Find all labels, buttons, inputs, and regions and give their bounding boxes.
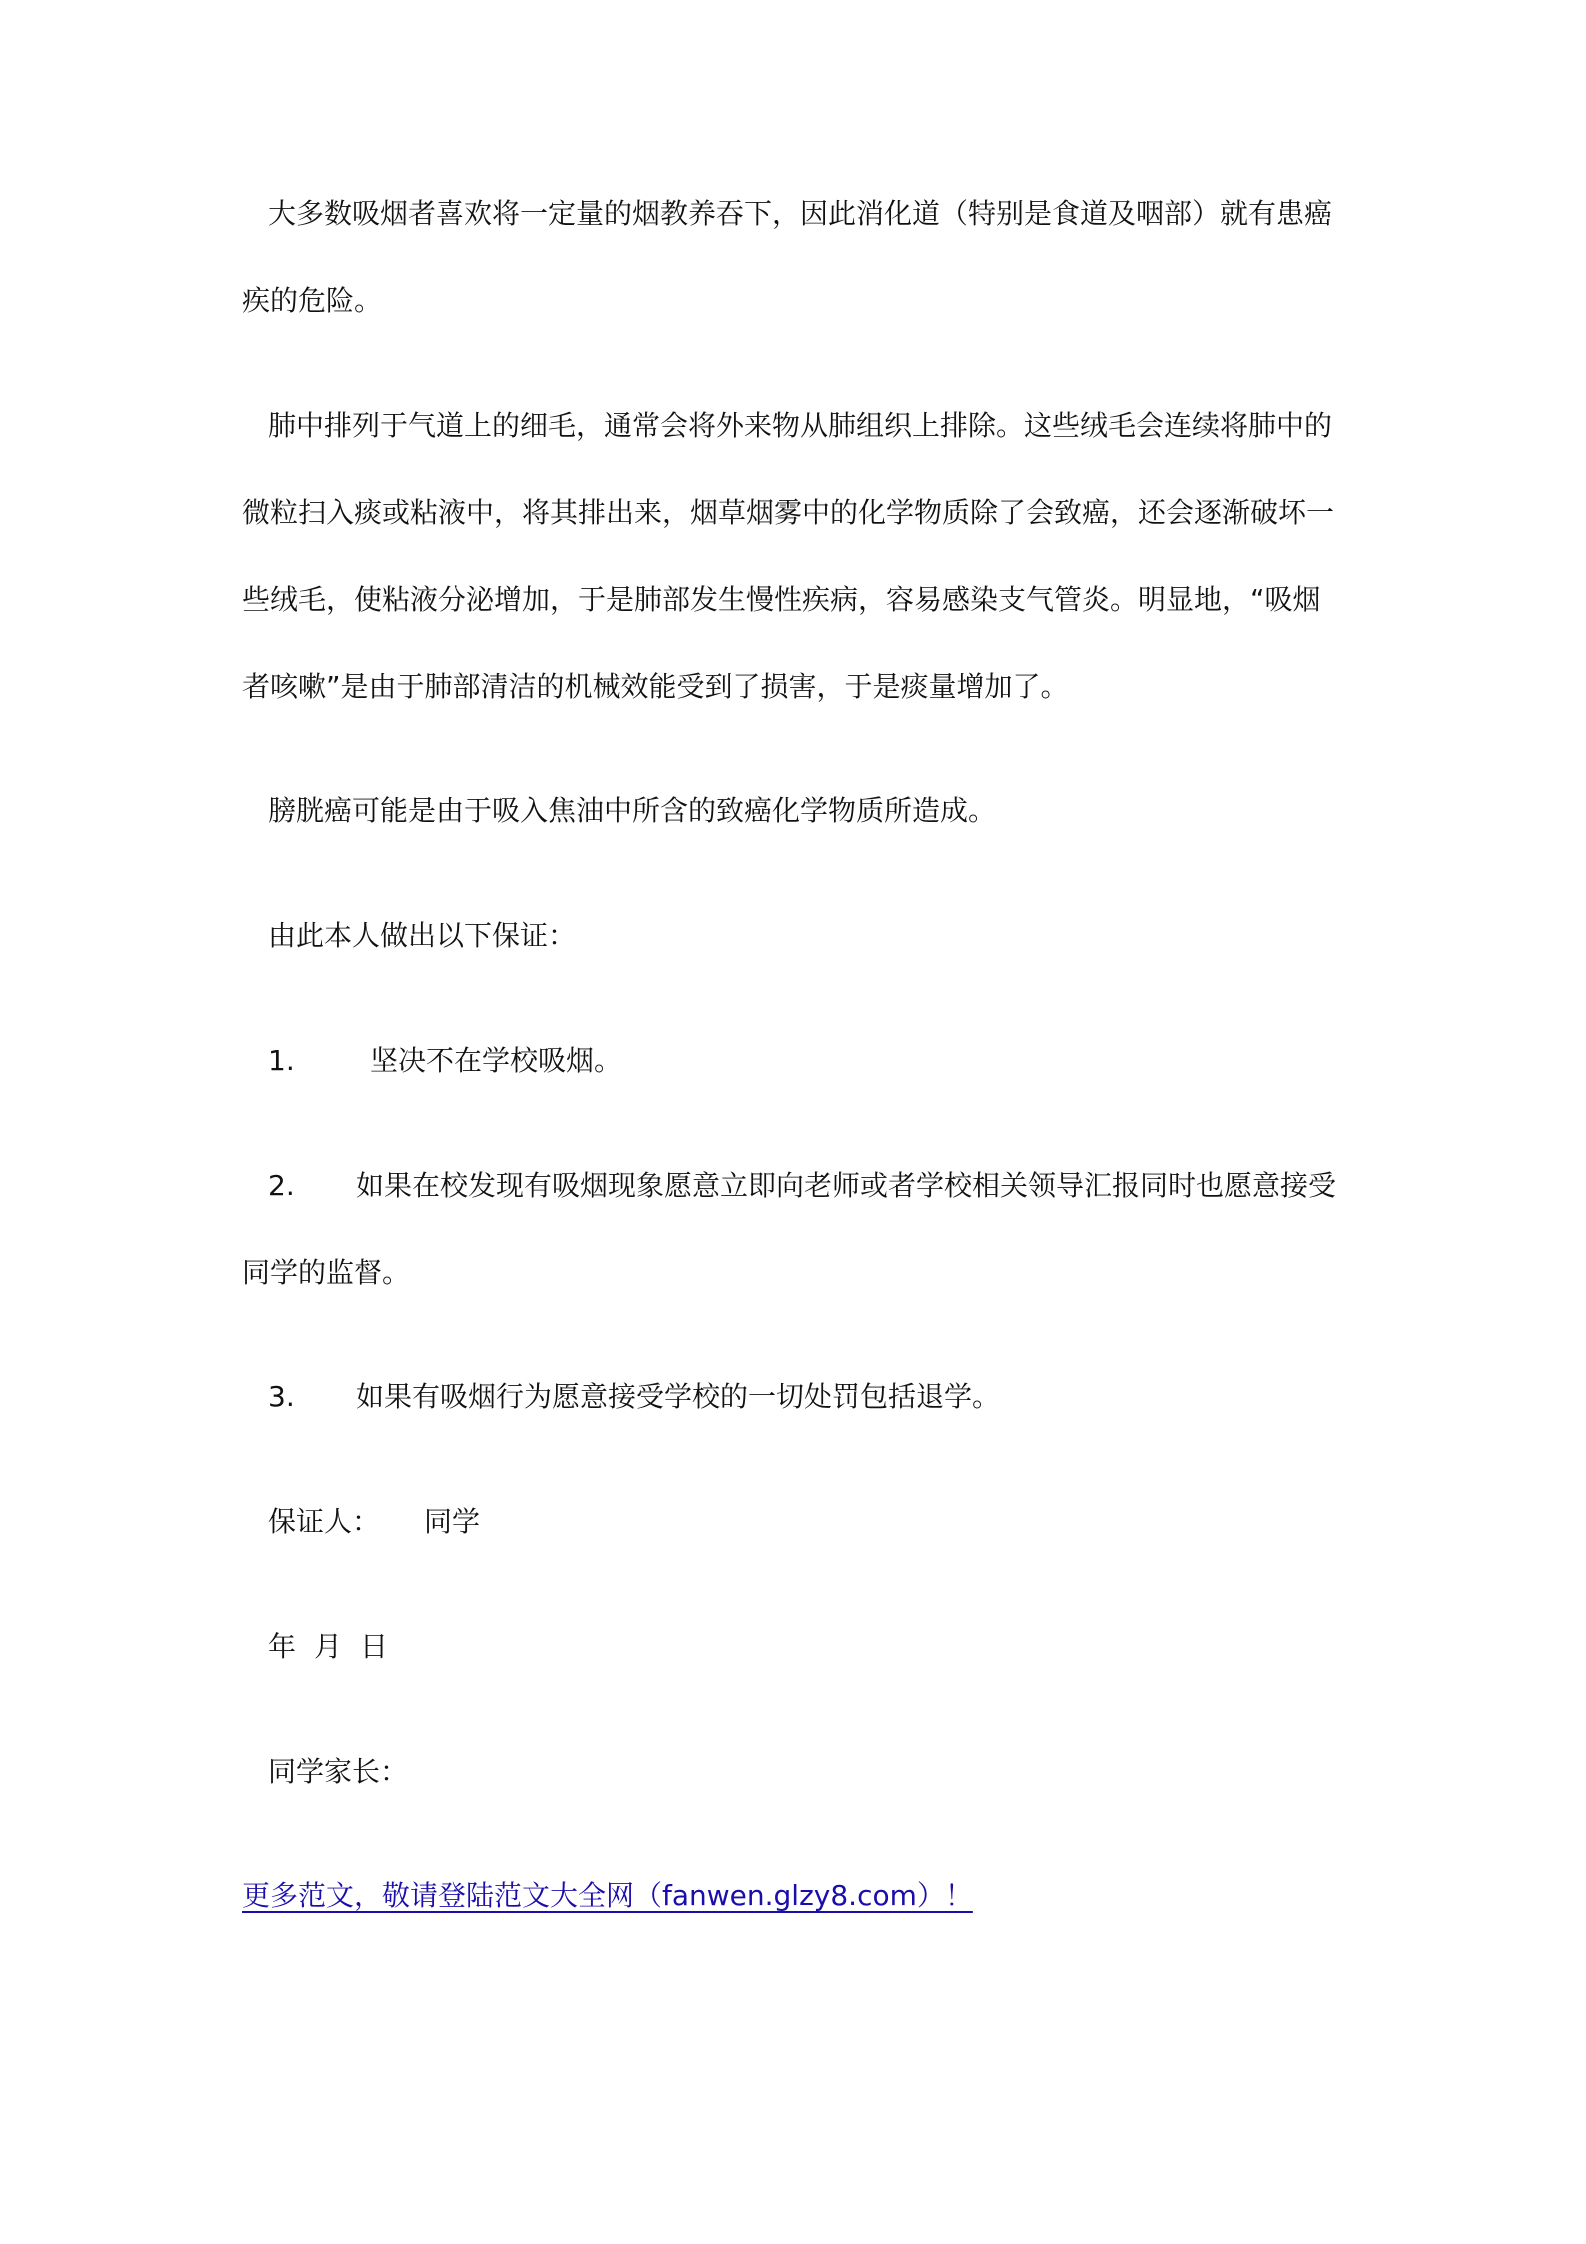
list-item-3-text: 如果有吸烟行为愿意接受学校的一切处罚包括退学。	[356, 1380, 1001, 1413]
list-item-2-number: 2.	[268, 1169, 295, 1202]
footer-link[interactable]: 更多范文，敬请登陆范文大全网（fanwen.glzy8.com）！	[242, 1879, 973, 1912]
paragraph-1-line-2: 疾的危险。	[242, 284, 383, 317]
list-item-3	[268, 1377, 1000, 1417]
paragraph-2-line-4: 者咳嗽”是由于肺部清洁的机械效能受到了损害，于是痰量增加了。	[242, 670, 1069, 703]
paragraph-4: 由此本人做出以下保证：	[268, 919, 577, 952]
list-item-1-number: 1.	[268, 1044, 295, 1077]
date-month: 月	[314, 1630, 343, 1663]
list-item-2	[268, 1166, 1336, 1206]
list-item-2-continuation: 同学的监督。	[242, 1256, 411, 1289]
list-item-1-text: 坚决不在学校吸烟。	[370, 1044, 623, 1077]
paragraph-2-line-1: 肺中排列于气道上的细毛，通常会将外来物从肺组织上排除。这些绒毛会连续将肺中的	[268, 409, 1333, 442]
list-item-3-number: 3.	[268, 1380, 295, 1413]
paragraph-1-line-1: 大多数吸烟者喜欢将一定量的烟教养吞下，因此消化道（特别是食道及咽部）就有患癌	[268, 197, 1333, 230]
date-line	[268, 1627, 388, 1667]
guarantor-label: 保证人：	[268, 1505, 381, 1538]
guarantor-line	[268, 1502, 480, 1542]
guarantor-value: 同学	[424, 1505, 481, 1538]
parent-label: 同学家长：	[268, 1755, 409, 1788]
paragraph-3: 膀胱癌可能是由于吸入焦油中所含的致癌化学物质所造成。	[268, 794, 997, 827]
list-item-2-text: 如果在校发现有吸烟现象愿意立即向老师或者学校相关领导汇报同时也愿意接受	[356, 1169, 1337, 1202]
date-day: 日	[360, 1630, 389, 1663]
paragraph-2-line-3: 些绒毛，使粘液分泌增加，于是肺部发生慢性疾病，容易感染支气管炎。明显地，“吸烟	[242, 583, 1321, 616]
list-item-1	[268, 1041, 622, 1081]
paragraph-2-line-2: 微粒扫入痰或粘液中，将其排出来，烟草烟雾中的化学物质除了会致癌，还会逐渐破坏一	[242, 496, 1335, 529]
date-year: 年	[268, 1630, 297, 1663]
